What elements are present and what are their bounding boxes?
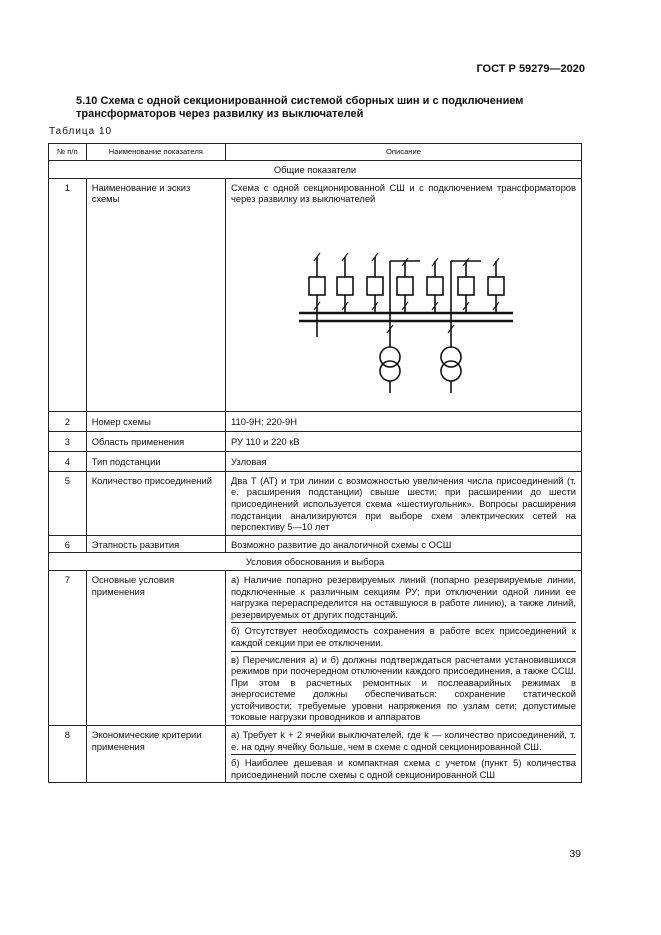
- row-name: Область применения: [86, 431, 225, 451]
- row-name: Экономические критерии применения: [86, 726, 225, 783]
- table-row: [49, 411, 582, 431]
- row-name: Номер схемы: [86, 411, 225, 431]
- row-number: 5: [49, 471, 87, 535]
- transformer-symbol: [380, 361, 400, 381]
- row-number: 8: [49, 726, 87, 783]
- document-id: ГОСТ Р 59279—2020: [476, 63, 585, 75]
- table-row: [49, 471, 582, 535]
- row-description: РУ 110 и 220 кВ: [225, 431, 581, 451]
- table-row: [49, 451, 582, 471]
- group-row-general: [49, 161, 582, 179]
- description-paragraph: а) Требует k + 2 ячейки выключателей, где k — количество присоединений, т. е. на одну ячейку больше, чем в схеме с одной секционированной СШ.: [230, 729, 576, 752]
- description-paragraph: в) Перечисления а) и б) должны подтверждаться расчетами установившихся режимов при поочередном отключении каждого присоединения, а также ССШ. При этом в расчетных ремонтных и послеаварийных режимах в энергосистеме должны обеспечиваться: сохранение статической устойчивости; требуемые уровни напряжения по узлам сети; допустимые токовые нагрузки проводников и аппаратов: [231, 651, 576, 726]
- row-name: Основные условия применения: [86, 570, 225, 725]
- row-number: 2: [49, 411, 87, 431]
- table-row: [49, 570, 582, 725]
- row-name: Этапность развития: [86, 535, 225, 553]
- breaker-symbol: [488, 277, 504, 295]
- group-row-justification: [49, 553, 582, 571]
- row-description: Схема с одной секционированной СШ и с подключением трансформаторов через развилку из выключателей: [230, 181, 576, 205]
- row-description: Узловая: [225, 451, 581, 471]
- breaker-symbol: [427, 277, 443, 295]
- row-description: Два Т (АТ) и три линии с возможностью увеличения числа присоединений (т. е. расширения подстанции) свыше шести; при расширении до шести присоединений используется схема «шестиугольник». Вопросы расширения подстанции анализируются при выборе схем электрических сетей на перспективу 5—10 лет: [225, 471, 581, 535]
- transformer-symbol: [441, 361, 461, 381]
- table-row: [49, 726, 582, 783]
- indicators-table: [48, 143, 582, 783]
- breaker-symbol: [367, 277, 383, 295]
- table-row: [49, 535, 582, 553]
- busbar-scheme-diagram: [231, 211, 575, 409]
- row-number: 3: [49, 431, 87, 451]
- breaker-symbol: [309, 277, 325, 295]
- page-number: 39: [569, 848, 581, 860]
- table-row: [49, 178, 582, 411]
- section-title: 5.10 Схема с одной секционированной системой сборных шин и с подключением трансформаторов через развилку из выключателей: [76, 95, 524, 120]
- row-name: Количество присоединений: [86, 471, 225, 535]
- col-header-desc: Описание: [225, 144, 581, 161]
- breaker-symbol: [458, 277, 474, 295]
- table-row: [49, 431, 582, 451]
- group-label-justification: Условия обоснования и выбора: [49, 553, 582, 571]
- row-description: [225, 570, 581, 725]
- row-description-with-scheme: [225, 178, 581, 411]
- row-name: Наименование и эскиз схемы: [86, 178, 225, 411]
- col-header-name: Наименование показателя: [86, 144, 225, 161]
- description-paragraph: а) Наличие попарно резервируемых линий (попарно резервируемые линии, подключенные к различным секциям РУ; при отключении одной линии ее нагрузка перераспределится на оставшуюся в работе линию), а также линий, резервируемых от других подстанций.: [230, 573, 576, 620]
- row-number: 7: [49, 570, 87, 725]
- table-header-row: [49, 144, 582, 161]
- description-paragraph: б) Отсутствует необходимость сохранения в работе всех присоединений к каждой секции при ее отключении.: [231, 622, 576, 650]
- row-description: 110-9Н; 220-9Н: [225, 411, 581, 431]
- col-header-num: № п/п: [49, 144, 87, 161]
- breaker-symbol: [337, 277, 353, 295]
- row-number: 1: [49, 178, 87, 411]
- row-name: Тип подстанции: [86, 451, 225, 471]
- group-label-general: Общие показатели: [49, 161, 582, 179]
- breaker-symbol: [397, 277, 413, 295]
- row-number: 4: [49, 451, 87, 471]
- table-label: Таблица 10: [49, 126, 113, 137]
- row-number: 6: [49, 535, 87, 553]
- description-paragraph: б) Наиболее дешевая и компактная схема с учетом (пункт 5) количества присоединений после схемы с одной секционированной СШ: [231, 754, 576, 782]
- row-description: Возможно развитие до аналогичной схемы с ОСШ: [225, 535, 581, 553]
- row-description: [225, 726, 581, 783]
